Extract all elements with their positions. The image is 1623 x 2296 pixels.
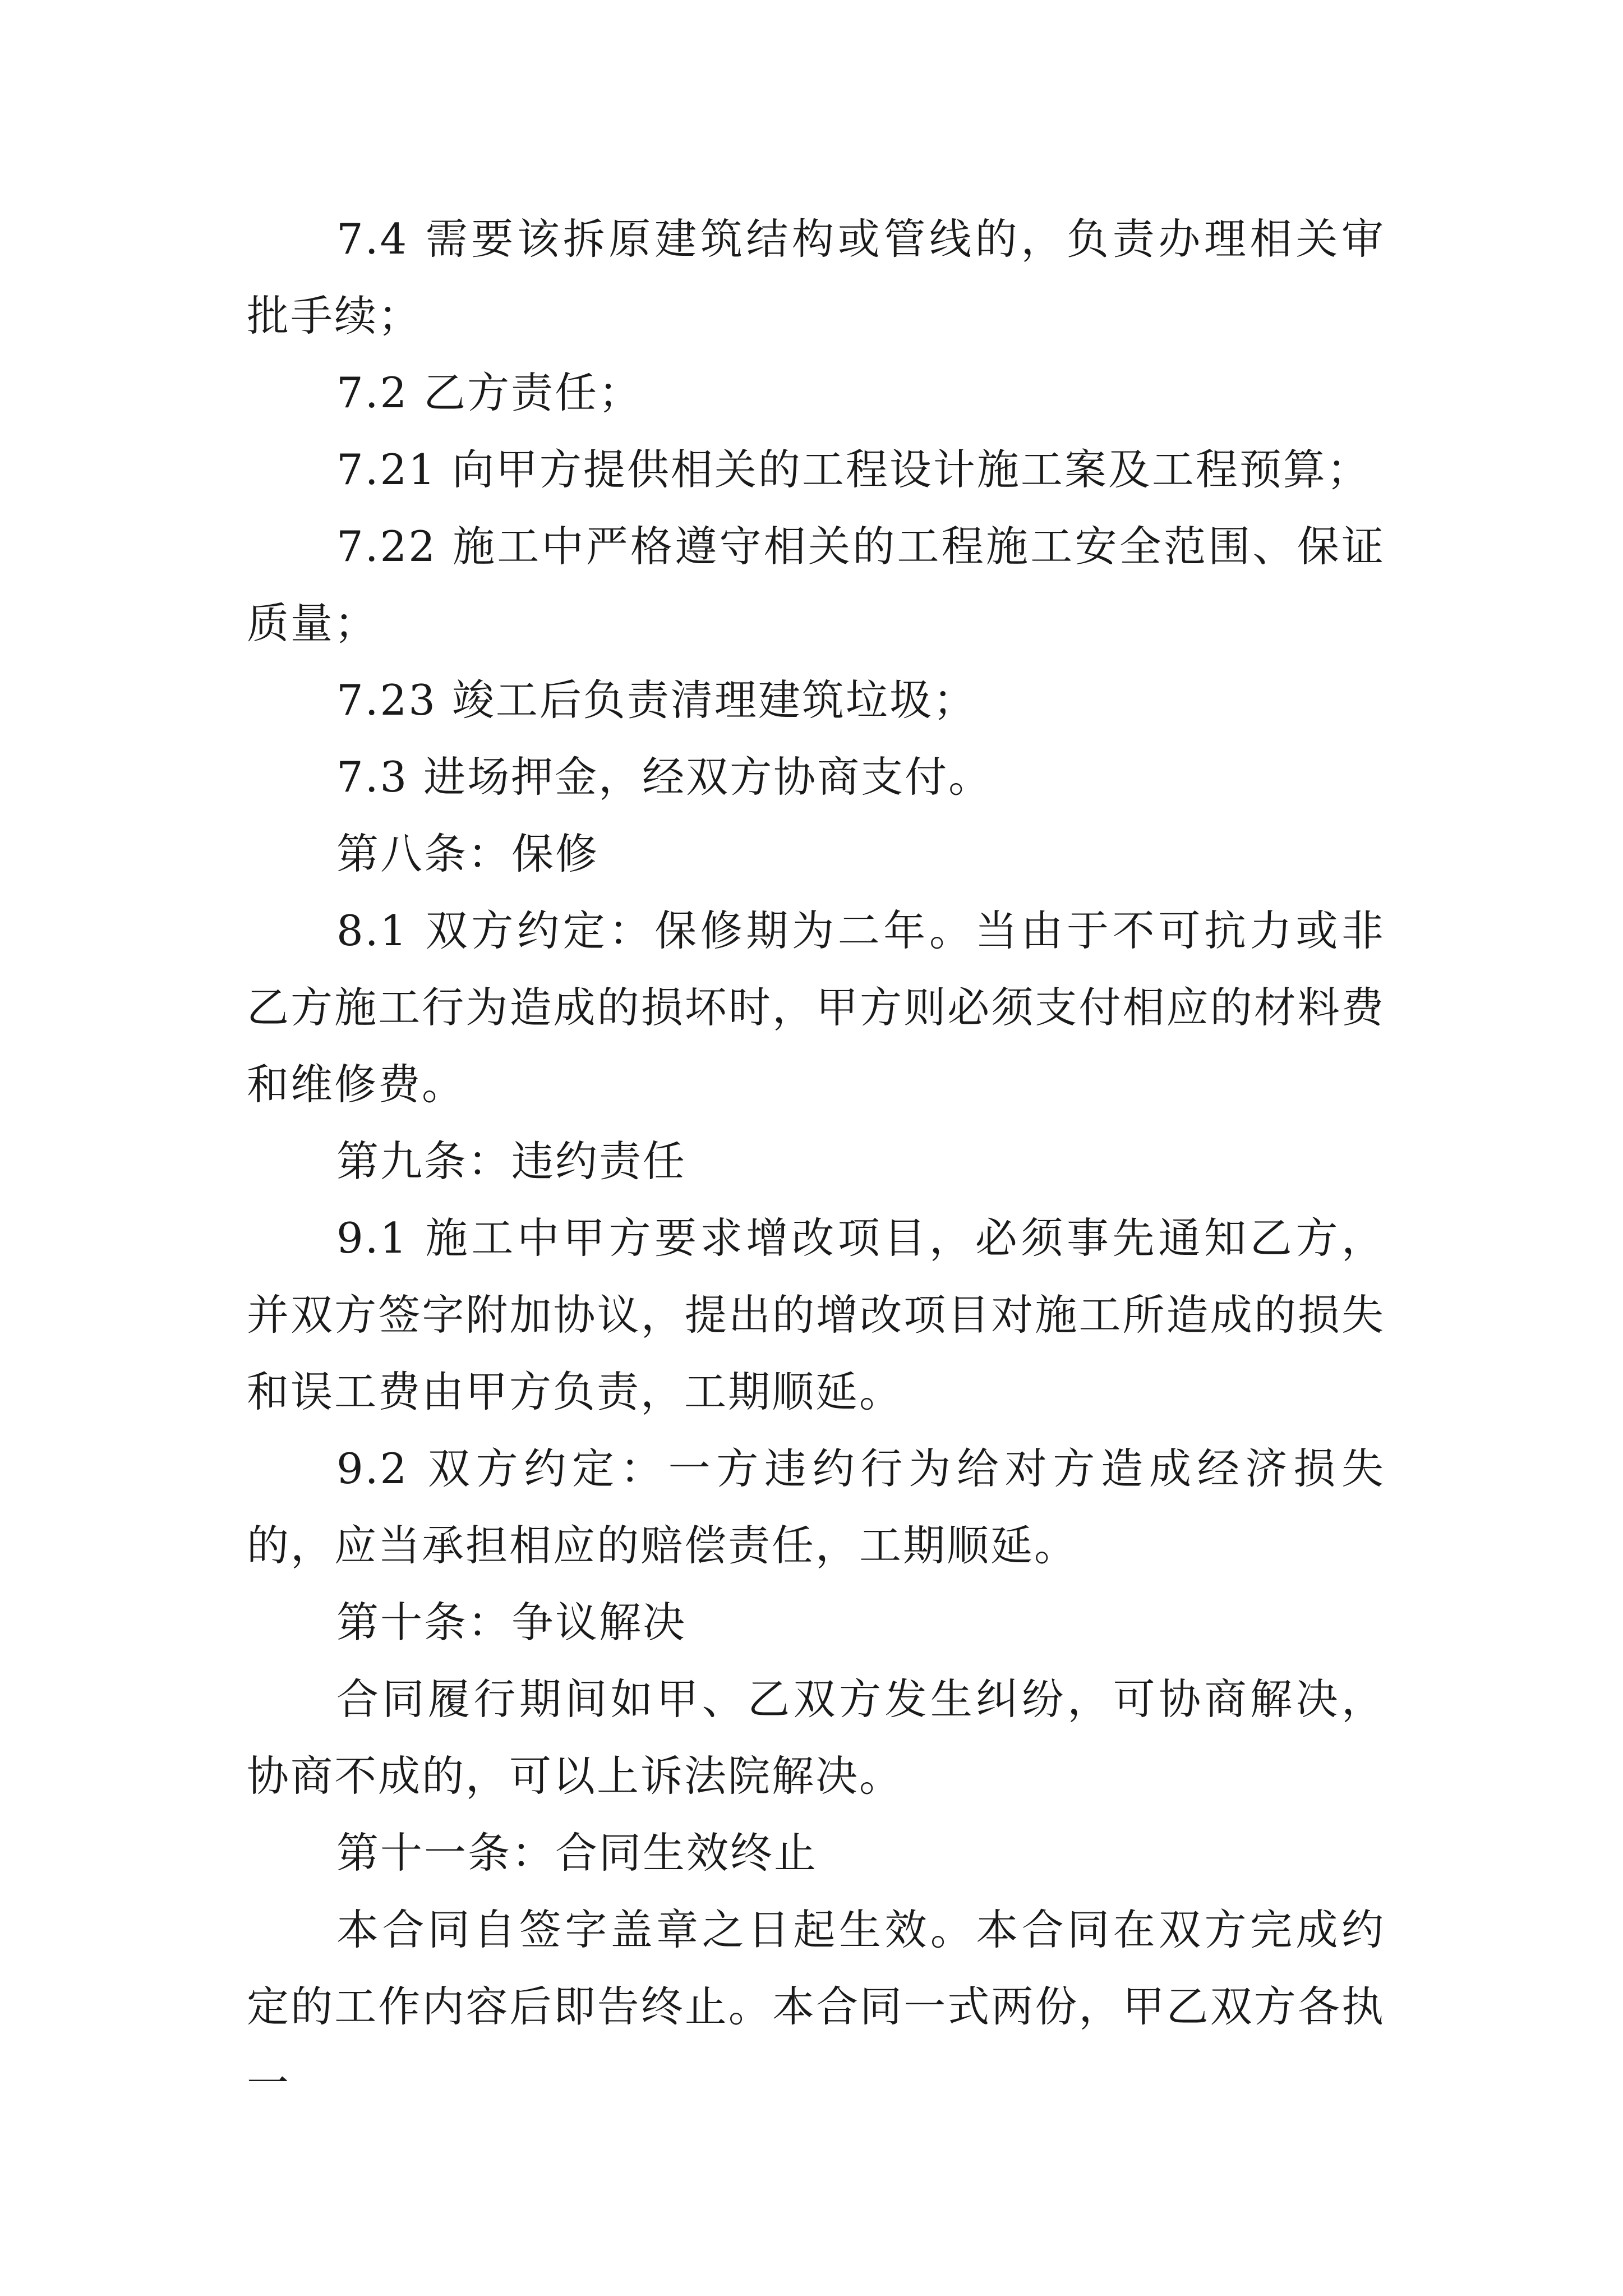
article-9-heading: 第九条：违约责任 [336, 1137, 687, 1186]
clause-7-21: 7.21 向甲方提供相关的工程设计施工案及工程预算； [336, 445, 1371, 494]
clause-7-4: 7.4 需要该拆原建筑结构或管线的，负责办理相关审批手续； [247, 214, 1385, 341]
clause-7-22: 7.22 施工中严格遵守相关的工程施工安全范围、保证质量； [247, 522, 1385, 648]
clause-9-2: 9.2 双方约定：一方违约行为给对方造成经济损失的，应当承担相应的赔偿责任，工期顺延。 [247, 1444, 1385, 1570]
article-8-heading: 第八条：保修 [336, 829, 600, 878]
document-body [247, 201, 1385, 2122]
article-10-heading: 第十条：争议解决 [336, 1598, 687, 1647]
clause-7-23: 7.23 竣工后负责清理建筑垃圾； [336, 675, 977, 725]
clause-9-1: 9.1 施工中甲方要求增改项目，必须事先通知乙方，并双方签字附加协议，提出的增改项目对施工所造成的损失和误工费由甲方负责，工期顺延。 [247, 1213, 1385, 1416]
clause-8-1: 8.1 双方约定：保修期为二年。当由于不可抗力或非乙方施工行为造成的损坏时，甲方则必须支付相应的材料费和维修费。 [247, 906, 1385, 1109]
article-11-heading: 第十一条：合同生效终止 [336, 1828, 818, 1878]
clause-7-3: 7.3 进场押金，经双方协商支付。 [336, 752, 993, 802]
clause-7-2: 7.2 乙方责任； [336, 368, 643, 417]
article-10-body: 合同履行期间如甲、乙双方发生纠纷，可协商解决，协商不成的，可以上诉法院解决。 [247, 1674, 1385, 1801]
article-11-body: 本合同自签字盖章之日起生效。本合同在双方完成约定的工作内容后即告终止。本合同一式两份，甲乙双方各执一 [247, 1905, 1385, 2108]
